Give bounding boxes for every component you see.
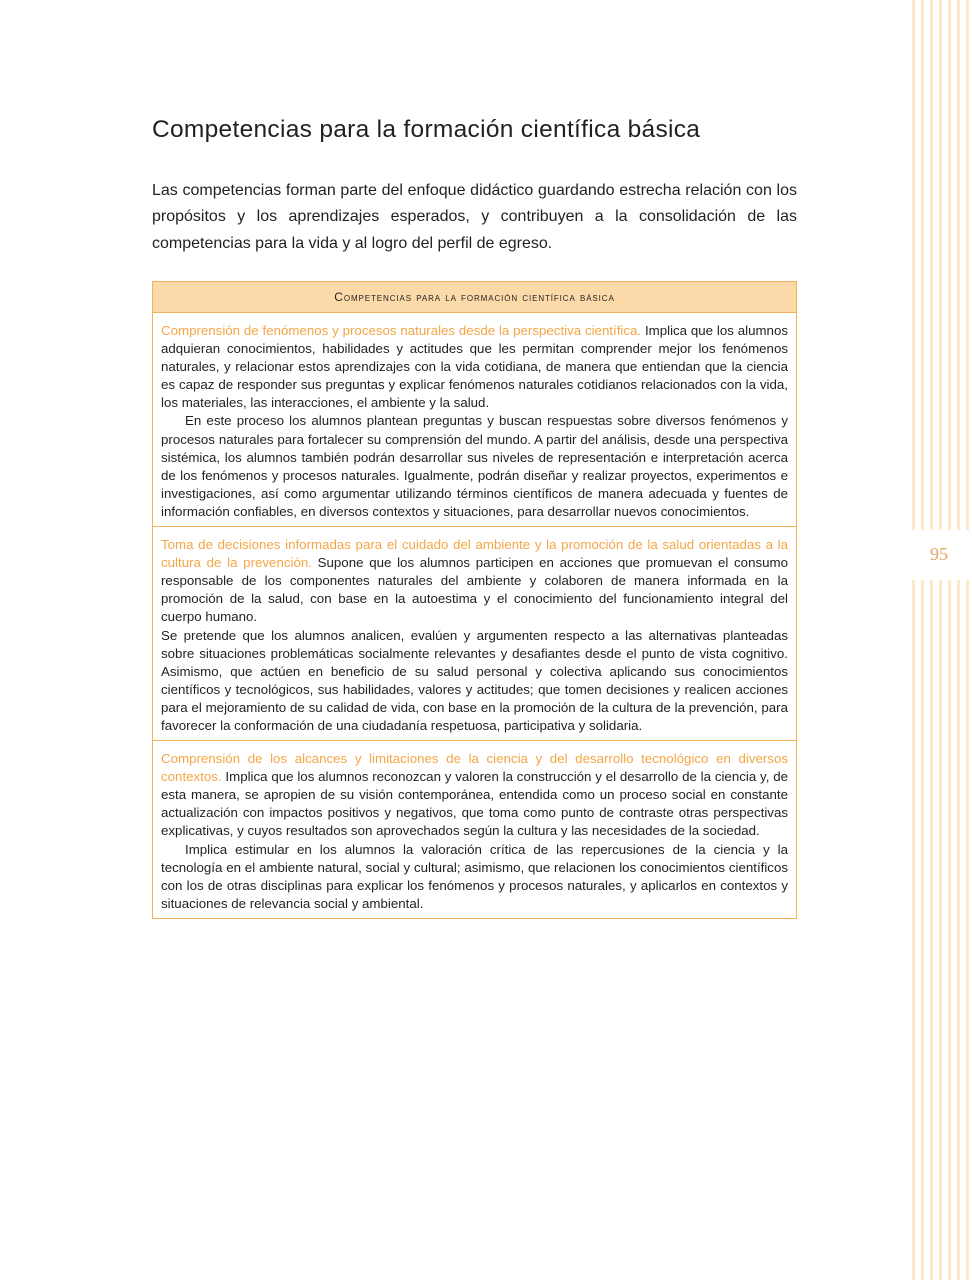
- page-title: Competencias para la formación científica básica: [152, 116, 701, 143]
- competency-paragraph: Implica estimular en los alumnos la valoración crítica de las repercusiones de la ciencia y la tecnología en el ambiente natural, social y cultural; asimismo, que relacionen los conocimientos científicos con los de otras disciplinas para explicar los fenómenos y procesos naturales, y aplicarlos en contextos y situaciones de relevancia social y ambiental.: [161, 841, 788, 911]
- competency-row: [153, 313, 796, 526]
- competency-lead-text: Supone que los alumnos participen en acciones que promuevan el consumo responsable de los componentes naturales del ambiente y colaboren de manera informada en la promoción de la salud, con base en la autoestima y el conocimiento del funcionamiento integral del cuerpo humano.: [161, 555, 788, 625]
- competency-heading: Comprensión de fenómenos y procesos naturales desde la perspectiva científica.: [161, 323, 642, 338]
- competency-lead-paragraph: [161, 536, 788, 626]
- competency-lead-paragraph: [161, 322, 788, 412]
- competency-paragraph: En este proceso los alumnos plantean preguntas y buscan respuestas sobre diversos fenómenos y procesos naturales para fortalecer su comprensión del mundo. A partir del análisis, desde una perspectiva sistémica, los alumnos también podrán desarrollar sus niveles de representación e interpretación acerca de los fenómenos y procesos naturales. Igualmente, podrán diseñar y realizar proyectos, experimentos e investigaciones, así como argumentar utilizando términos científicos de manera adecuada y fuentes de información confiables, en diversos contextos y situaciones, para desarrollar nuevos conocimientos.: [161, 413, 788, 519]
- competency-lead-paragraph: [161, 750, 788, 840]
- decorative-margin-stripes: [912, 0, 972, 1280]
- competency-row: [153, 740, 796, 918]
- table-header: Competencias para la formación científica básica: [153, 282, 796, 313]
- competency-lead-text: Implica que los alumnos reconozcan y valoren la construcción y el desarrollo de la ciencia y, de esta manera, se apropien de su visión contemporánea, entendida como un proceso social en constante actualización con impactos positivos y negativos, que toma como punto de contraste otras perspectivas explicativas, y cuyos resultados son aprovechados según la cultura y las necesidades de la sociedad.: [161, 769, 788, 839]
- competency-heading: Comprensión de los alcances y limitaciones de la ciencia y del desarrollo tecnológico en diversos contextos.: [161, 751, 788, 785]
- competency-heading: Toma de decisiones informadas para el cuidado del ambiente y la promoción de la salud orientadas a la cultura de la prevención.: [161, 537, 788, 571]
- page-number: 95: [930, 544, 948, 564]
- competency-paragraph: Se pretende que los alumnos analicen, evalúen y argumenten respecto a las alternativas planteadas sobre situaciones problemáticas socialmente relevantes y desafiantes desde el punto de vista cognitivo. Asimismo, que actúen en beneficio de su salud personal y colectiva aplicando sus conocimientos científicos y tecnológicos, sus habilidades, valores y actitudes; que tomen decisiones y realicen acciones para el mejoramiento de su calidad de vida, con base en la promoción de la cultura de la prevención, para favorecer la conformación de una ciudadanía respetuosa, participativa y solidaria.: [161, 627, 788, 733]
- competency-row: [153, 526, 796, 740]
- intro-paragraph: Las competencias forman parte del enfoque didáctico guardando estrecha relación con los propósitos y los aprendizajes esperados, y contribuyen a la consolidación de las competencias para la vida y al logro del perfil de egreso.: [152, 182, 797, 252]
- competency-lead-text: Implica que los alumnos adquieran conocimientos, habilidades y actitudes que les permitan comprender mejor los fenómenos naturales, y relacionar estos aprendizajes con la vida cotidiana, de manera que entiendan que la ciencia es capaz de responder sus preguntas y explicar fenómenos naturales cotidianos relacionados con la vida, los materiales, las interacciones, el ambiente y la salud.: [161, 323, 788, 411]
- competencies-table: [152, 281, 797, 919]
